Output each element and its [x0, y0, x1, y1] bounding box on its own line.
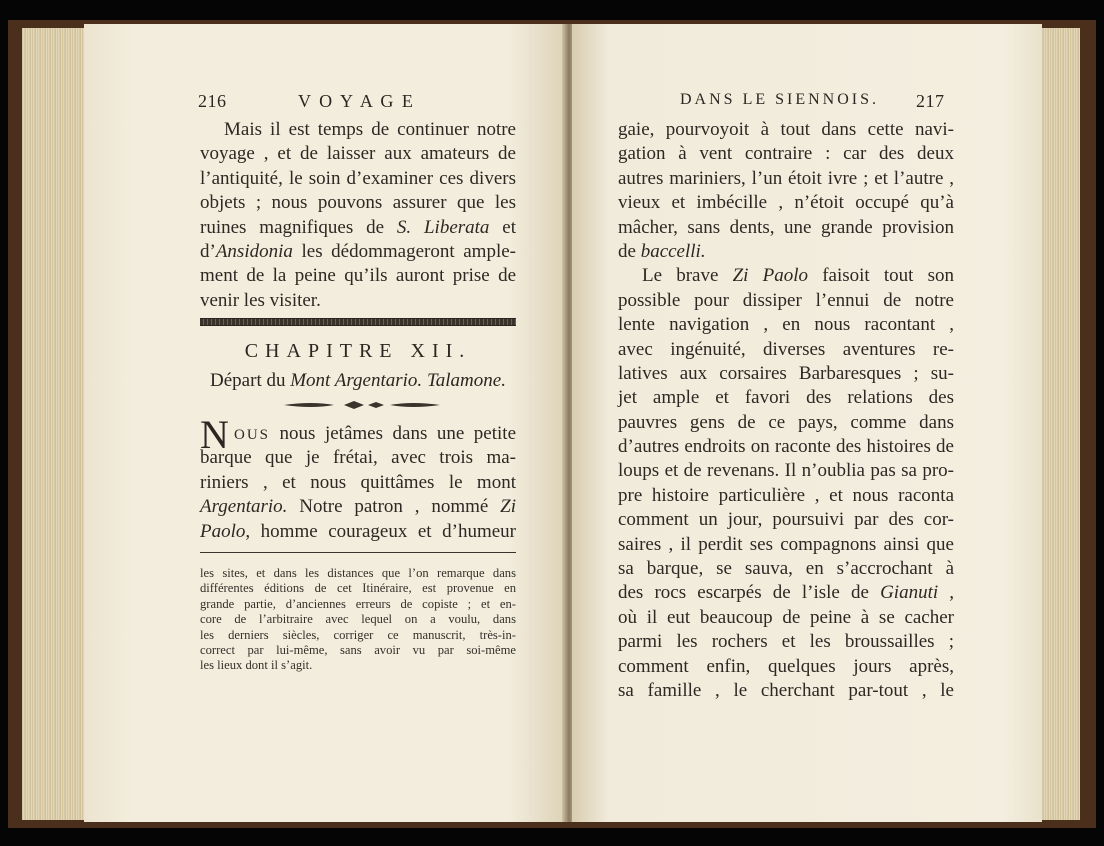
- text-line: [618, 264, 954, 288]
- text-fragment: de: [618, 240, 636, 262]
- footnote-line: les derniers siècles, corriger ce manuscrit, très-in-: [200, 627, 516, 642]
- right-paragraph-1: [618, 118, 954, 703]
- text-line: mâcher, sans dents, une grande provision: [618, 216, 954, 238]
- small-caps-word: OUS: [234, 427, 271, 443]
- subtitle-prefix: Départ du: [210, 370, 286, 391]
- text-fragment: faisoit tout son: [822, 265, 955, 287]
- footnote-line: correct par lui-même, sans avoir vu par soi-même: [200, 642, 516, 657]
- subtitle-place-1: Mont Argentario.: [290, 370, 423, 391]
- text-line: venir les visiter.: [200, 289, 321, 311]
- text-line: latives aux corsaires Barbaresques ; su-: [618, 362, 954, 384]
- footnote: [200, 566, 516, 674]
- text-line: l’antiquité, le soin d’examiner ces divers: [200, 167, 516, 189]
- italic-name: Zi: [500, 496, 517, 518]
- text-line: pauvres gens de ce pays, comme dans: [618, 411, 954, 433]
- footnote-line: différentes éditions de cet Itinéraire, est provenue en: [200, 581, 516, 596]
- text-line: comment enfin, quelques jours après,: [618, 655, 954, 677]
- text-line: gation à vent contraire : car des deux: [618, 143, 954, 165]
- footnote-line: grande partie, d’anciennes erreurs de copiste ; et en-: [200, 596, 516, 611]
- text-line: comment un jour, poursuivi par des cor-: [618, 509, 954, 531]
- text-line: sa barque, se sauva, en s’accrochant à: [618, 558, 954, 580]
- text-line: [200, 520, 516, 544]
- italic-name: Zi Paolo: [732, 265, 809, 287]
- text-fragment: d’: [200, 240, 216, 262]
- text-line: pre histoire particulière , et nous raconta: [618, 484, 954, 506]
- text-line: d’autres endroits on raconte des histoires de: [618, 436, 954, 458]
- text-line: parmi les rochers et les broussailles ;: [618, 631, 954, 653]
- footnote-rule: [200, 552, 516, 553]
- text-line: autres mariniers, l’un étoit ivre ; et l’autre ,: [618, 167, 954, 189]
- text-fragment: des rocs escarpés de l’isle de: [618, 582, 869, 604]
- text-line: possible pour dissiper l’ennui de notre: [618, 289, 954, 311]
- text-line: saires , il perdit ses compagnons ainsi que: [618, 533, 954, 555]
- drop-cap: N: [200, 412, 229, 457]
- footnote-line: les lieux dont il s’agit.: [200, 658, 313, 673]
- left-page-number: 216: [198, 91, 227, 111]
- text-line: [200, 422, 516, 446]
- left-page: [84, 24, 566, 822]
- text-line: ment de la peine qu’ils auront prise de: [200, 265, 516, 287]
- text-fragment: nous jetâmes dans une petite: [279, 423, 517, 444]
- text-line: [200, 216, 516, 240]
- italic-word: baccelli.: [640, 240, 706, 262]
- section-rule: [200, 318, 516, 326]
- text-line: gaie, pourvoyoit à tout dans cette navi-: [618, 119, 954, 140]
- italic-place-name: Ansidonia: [215, 240, 293, 262]
- italic-place-name: Argentario.: [200, 496, 288, 518]
- text-fragment: et: [502, 216, 517, 238]
- text-line: [200, 495, 516, 519]
- chapter-title: CHAPITRE XII.: [244, 340, 472, 362]
- chapter-ornament: [282, 400, 442, 410]
- right-page-number: 217: [916, 91, 945, 111]
- left-running-head: V O Y A G E: [298, 91, 415, 111]
- text-line: sa famille , le cherchant par-tout , le: [618, 679, 954, 701]
- text-line: riniers , et nous quittâmes le mont: [200, 471, 516, 493]
- text-line: [200, 240, 516, 264]
- text-line: jet ample et favori des relations des: [618, 387, 954, 409]
- text-line: voyage , et de laisser aux amateurs de: [200, 143, 516, 165]
- text-fragment: les dédommageront ample-: [301, 240, 516, 262]
- left-paragraph-1: [200, 118, 516, 313]
- text-fragment: ruines magnifiques de: [200, 216, 385, 238]
- text-line: avec ingénuité, diverses aventures re-: [618, 338, 954, 360]
- text-fragment: , homme courageux et d’humeur: [245, 520, 516, 542]
- text-line: lente navigation , en nous racontant ,: [618, 314, 954, 336]
- text-line: objets ; nous pouvons assurer que les: [200, 192, 516, 214]
- footnote-line: core de l’arbitraire avec lequel on a voulu, dans: [200, 612, 516, 627]
- chapter-body: [200, 422, 516, 544]
- text-line: [618, 581, 954, 605]
- italic-name: Paolo: [200, 520, 246, 542]
- italic-place-name: Gianuti ,: [880, 582, 955, 604]
- page-edges-right: [1040, 28, 1080, 820]
- italic-place-name: S. Liberata: [396, 216, 490, 238]
- right-page: [572, 24, 1042, 822]
- chapter-subtitle: [200, 370, 516, 392]
- text-line: [618, 240, 954, 264]
- text-line: vieux et imbécille , n’étoit occupé qu’à: [618, 192, 954, 214]
- text-fragment: Notre patron , nommé: [299, 496, 489, 518]
- text-line: où il eut beaucoup de peine à se cacher: [618, 606, 954, 628]
- right-running-head: DANS LE SIENNOIS.: [680, 91, 879, 108]
- page-edges-left: [22, 28, 84, 820]
- text-line: barque que je frétai, avec trois ma-: [200, 447, 516, 469]
- subtitle-place-2: Talamone.: [426, 370, 506, 391]
- text-line: Mais il est temps de continuer notre: [224, 119, 516, 140]
- text-line: loups et de revenans. Il n’oublia pas sa pro-: [618, 460, 954, 482]
- text-fragment: Le brave: [642, 265, 719, 287]
- footnote-line: les sites, et dans les distances que l’on remarque dans: [200, 566, 516, 580]
